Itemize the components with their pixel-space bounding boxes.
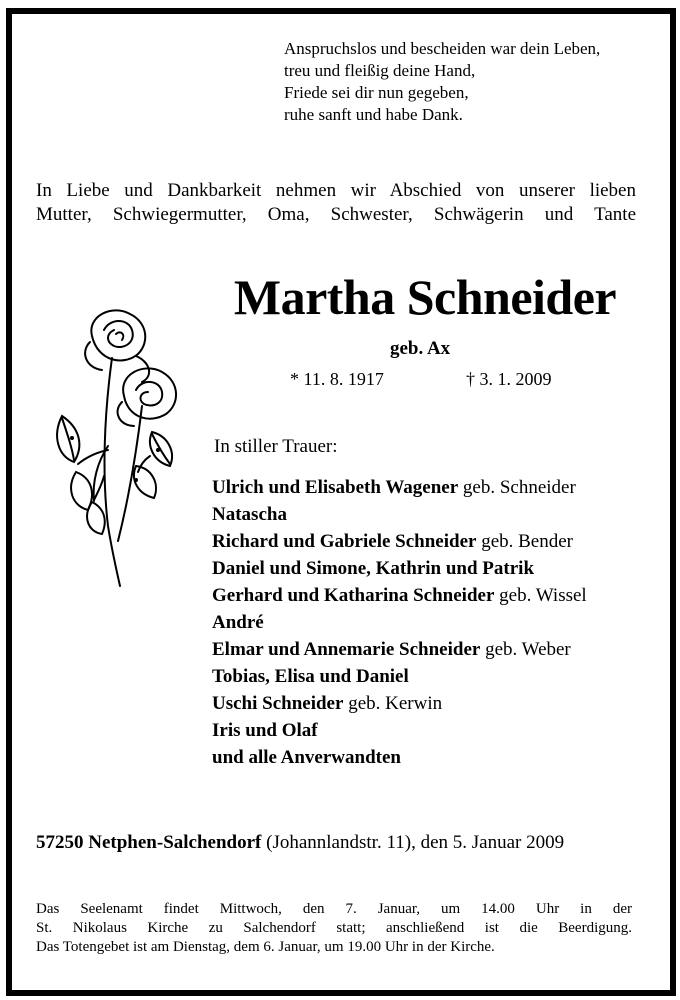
mourner-line: [212, 636, 587, 663]
mourners-list: [212, 474, 587, 771]
mourner-line: [212, 690, 587, 717]
mourner-line: [212, 717, 587, 744]
address-date: (Johannlandstr. 11), den 5. Januar 2009: [261, 832, 565, 853]
mourner-names: André: [212, 612, 264, 633]
rose-illustration: [32, 296, 202, 596]
mourner-note: geb. Kerwin: [343, 693, 443, 714]
mourner-note: geb. Wissel: [494, 585, 587, 606]
poem-line: Friede sei dir nun gegeben,: [284, 83, 469, 102]
notice-line: Das Seelenamt findet Mittwoch, den 7. Januar, um 14.00 Uhr in der: [36, 901, 632, 917]
mourner-line: [212, 555, 587, 582]
poem: [284, 38, 600, 126]
poem-line: Anspruchslos und bescheiden war dein Leben,: [284, 39, 601, 58]
mourner-names: Ulrich und Elisabeth Wagener: [212, 477, 459, 498]
mourner-note: geb. Bender: [476, 531, 573, 552]
mourner-names: Uschi Schneider: [212, 693, 344, 714]
notice-line: St. Nikolaus Kirche zu Salchendorf statt; anschließend ist die Beerdigung.: [36, 920, 632, 936]
mourner-note: geb. Schneider: [458, 477, 576, 498]
mourner-names: Natascha: [212, 504, 287, 525]
deceased-name: Martha Schneider: [233, 269, 617, 325]
poem-line: ruhe sanft und habe Dank.: [284, 105, 463, 124]
mourner-names: Gerhard und Katharina Schneider: [212, 585, 495, 606]
mourner-line: [212, 582, 587, 609]
mourner-names: Daniel und Simone, Kathrin und Patrik: [212, 558, 535, 579]
mourner-names: Elmar und Annemarie Schneider: [212, 639, 481, 660]
mourner-line: [212, 528, 587, 555]
mourning-label: In stiller Trauer:: [214, 436, 338, 457]
notice-line: Das Totengebet ist am Dienstag, dem 6. Januar, um 19.00 Uhr in der Kirche.: [36, 939, 495, 955]
intro-line: Mutter, Schwiegermutter, Oma, Schwester, Schwägerin und Tante: [36, 204, 636, 225]
maiden-name: geb. Ax: [390, 338, 451, 359]
mourner-note: geb. Weber: [480, 639, 571, 660]
place-and-date: [36, 832, 564, 854]
intro-text: [36, 179, 636, 227]
mourner-names: Tobias, Elisa und Daniel: [212, 666, 409, 687]
poem-line: treu und fleißig deine Hand,: [284, 61, 476, 80]
death-date: † 3. 1. 2009: [466, 369, 552, 389]
town: 57250 Netphen-Salchendorf: [36, 832, 262, 853]
mourner-line: [212, 501, 587, 528]
birth-date: * 11. 8. 1917: [290, 369, 384, 389]
mourner-names: und alle Anverwandten: [212, 747, 401, 768]
mourner-line: [212, 744, 587, 771]
mourner-line: [212, 609, 587, 636]
service-notice: [36, 900, 632, 957]
mourner-line: [212, 663, 587, 690]
intro-line: In Liebe und Dankbarkeit nehmen wir Abschied von unserer lieben: [36, 180, 636, 201]
mourner-names: Iris und Olaf: [212, 720, 318, 741]
mourner-line: [212, 474, 587, 501]
mourner-names: Richard und Gabriele Schneider: [212, 531, 477, 552]
